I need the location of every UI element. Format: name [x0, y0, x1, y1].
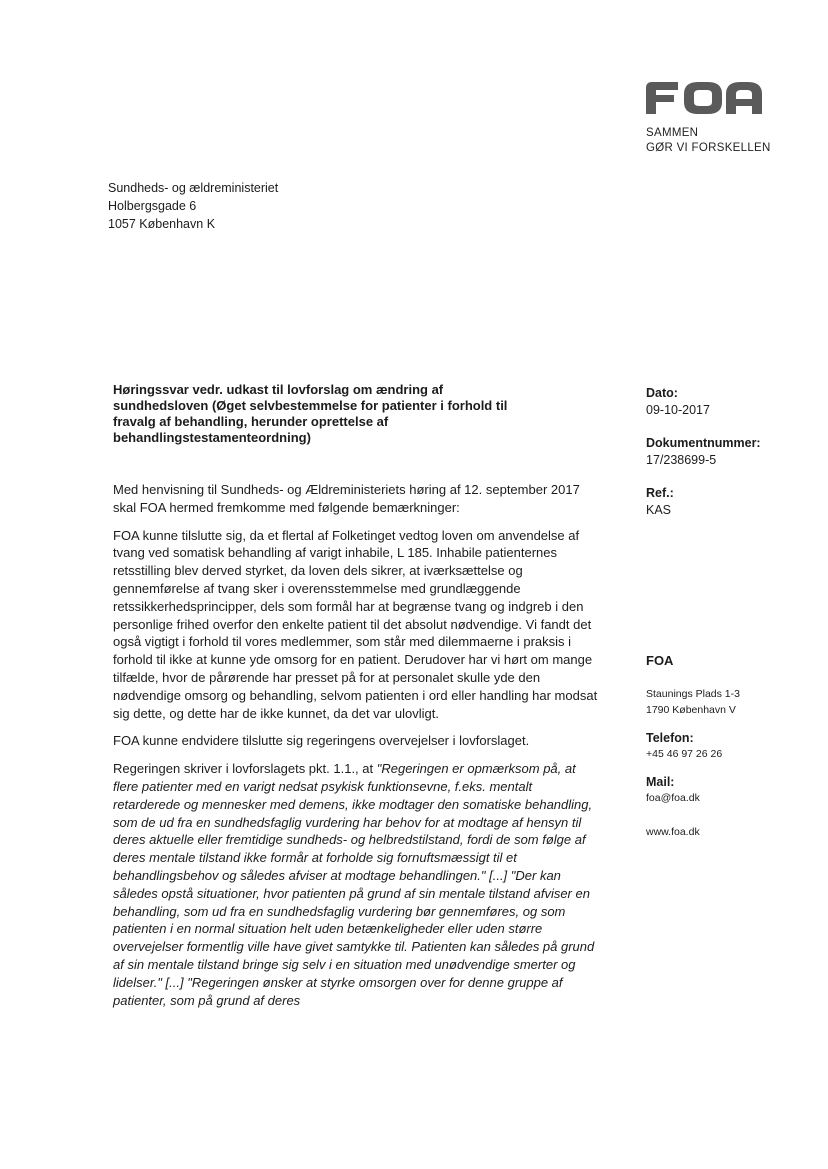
- phone-value: +45 46 97 26 26: [646, 748, 723, 760]
- date-value: 09-10-2017: [646, 403, 710, 417]
- website-link[interactable]: www.foa.dk: [646, 826, 700, 838]
- sidebar-meta: [646, 385, 816, 519]
- doc-number-label: Dokumentnummer:: [646, 436, 761, 450]
- body-paragraph-3: FOA kunne endvidere tilslutte sig regeringens overvejelser i lovforslaget.: [113, 733, 530, 749]
- mail-value[interactable]: foa@foa.dk: [646, 792, 700, 804]
- org-name: FOA: [646, 653, 674, 668]
- recipient-street: Holbergsgade 6: [108, 199, 197, 213]
- tagline-line-1: SAMMEN: [646, 127, 699, 139]
- quote-intro: Regeringen skriver i lovforslagets pkt. 1.1., at: [113, 761, 377, 777]
- quote-text: "Regeringen er opmærksom på, at flere patienter med en varigt nedsat psykisk funktionsevne, f.eks. mentalt retarderede og mennesker med demens, ikke modtager den somatiske behandling, som de ud fra en sundhedsfaglig vurdering har behov for at modtage af hensyn til deres aktuelle eller fremtidige sundheds- og helbredstilstand, fordi de som følge af deres mentale tilstand ikke formår at forholde sig fornuftsmæssigt til et behandlingsbehov og således afviser at modtage behandlingen." [...] "Der kan således opstå situationer, hvor patienten på grund af sin mentale tilstand afviser en behandling, som ud fra en sundhedsfaglig vurdering bør gennemføres, og som patienten i en normal situation helt uden betænkeligheder eller uden større overvejelser formentlig ville have givet samtykke til. Patienten kan således på grund af sin mentale tilstand bringe sig selv i en situation med unødvendige smerter og lidelser." [...] "Regeringen ønsker at styrke omsorgen over for denne gruppe af patienter, som på grund af deres: [113, 761, 595, 1008]
- mail-label: Mail:: [646, 775, 675, 789]
- org-address-line-1: Staunings Plads 1-3: [646, 688, 740, 700]
- sidebar-contact: [646, 653, 816, 840]
- recipient-city: 1057 København K: [108, 217, 216, 231]
- ref-label: Ref.:: [646, 486, 674, 500]
- date-label: Dato:: [646, 386, 678, 400]
- body-paragraph-4: [113, 760, 598, 1009]
- ref-value: KAS: [646, 503, 672, 517]
- brand-tagline: [646, 126, 771, 156]
- body-paragraph-2: FOA kunne tilslutte sig, da et flertal af Folketinget vedtog loven om anvendelse af tvang ved somatisk behandling af varigt inhabile, L 185. Inhabile patienternes retsstilling blev derved styrket, da loven dels sikrer, at iværksættelse og gennemførelse af tvang sker i overensstemmelse med grundlæggende retssikkerhedsprincipper, dels som formål har at begrænse tvang og indgreb i den personlige frihed overfor den enkelte patient til det absolut nødvendige. Vi fandt det også vigtigt i forhold til vores medlemmer, som står med dilemmaerne i praksis i forhold til ikke at kunne yde omsorg for en patient. Derudover har vi hørt om mange tilfælde, hvor de pårørende har presset på for at personalet skulle yde den nødvendige omsorg og behandling, selvom patienten i ord eller handling har modsat sig dette, og dette har de ikke kunnet, da det var ulovligt.: [113, 527, 598, 721]
- letter-subject: Høringssvar vedr. udkast til lovforslag om ændring af sundhedsloven (Øget selvbestemmelse for patienter i forhold til fravalg af behandling, herunder oprettelse af behandlingstestamenteordning): [113, 382, 508, 445]
- letter-body: [113, 481, 598, 1019]
- body-paragraph-1: Med henvisning til Sundheds- og Ældreministeriets høring af 12. september 2017 skal FOA hermed fremkomme med følgende bemærkninger:: [113, 482, 580, 515]
- foa-logo: [644, 80, 764, 116]
- phone-label: Telefon:: [646, 731, 694, 745]
- org-address-line-2: 1790 København V: [646, 704, 736, 716]
- recipient-address: [108, 179, 278, 233]
- foa-logo-icon: [644, 80, 764, 116]
- doc-number-value: 17/238699-5: [646, 453, 717, 467]
- tagline-line-2: GØR VI FORSKELLEN: [646, 142, 771, 154]
- recipient-name: Sundheds- og ældreministeriet: [108, 181, 279, 195]
